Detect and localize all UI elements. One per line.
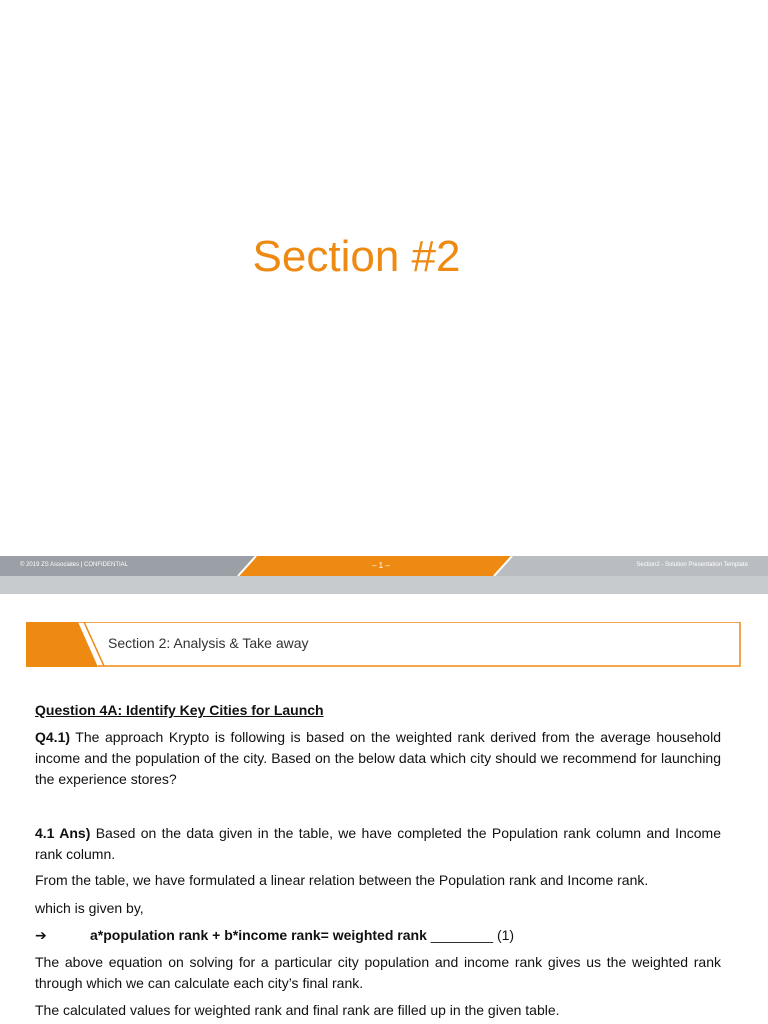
- arrow-icon: ➔: [35, 927, 47, 943]
- answer-label: 4.1 Ans): [35, 825, 91, 841]
- footer-copyright: © 2019 ZS Associates | CONFIDENTIAL: [20, 562, 129, 568]
- answer-paragraph: [35, 823, 721, 865]
- slide-title: Section #2: [252, 232, 461, 281]
- page-number: – 1 –: [372, 561, 390, 570]
- section-header-label: Section 2: Analysis & Take away: [108, 635, 309, 651]
- answer-text: Based on the data given in the table, we have completed the Population rank column and Income rank column.: [35, 825, 721, 862]
- solving-paragraph: The above equation on solving for a particular city population and income rank gives us the weighted rank through which we can calculate each city’s final rank.: [35, 954, 721, 991]
- equation-row: [35, 925, 721, 946]
- question-text: The approach Krypto is following is based on the weighted rank derived from the average household income and the population of the city. Based on the below data which city should we recommend for launching the experience stores?: [35, 729, 721, 787]
- footer-template-name: Section2 - Solution Presentation Template: [636, 562, 748, 568]
- question-paragraph: [35, 727, 721, 790]
- equation-text: a*population rank + b*income rank= weighted rank: [90, 927, 427, 943]
- question-title: Question 4A: Identify Key Cities for Launch: [35, 702, 324, 718]
- calculated-text: The calculated values for weighted rank and final rank are filled up in the given table.: [35, 1002, 560, 1018]
- formulation-text: From the table, we have formulated a linear relation between the Population rank and Income rank.: [35, 872, 649, 888]
- given-by-text: which is given by,: [35, 900, 144, 916]
- equation-number: ________ (1): [426, 927, 515, 943]
- question-number: Q4.1): [35, 729, 71, 745]
